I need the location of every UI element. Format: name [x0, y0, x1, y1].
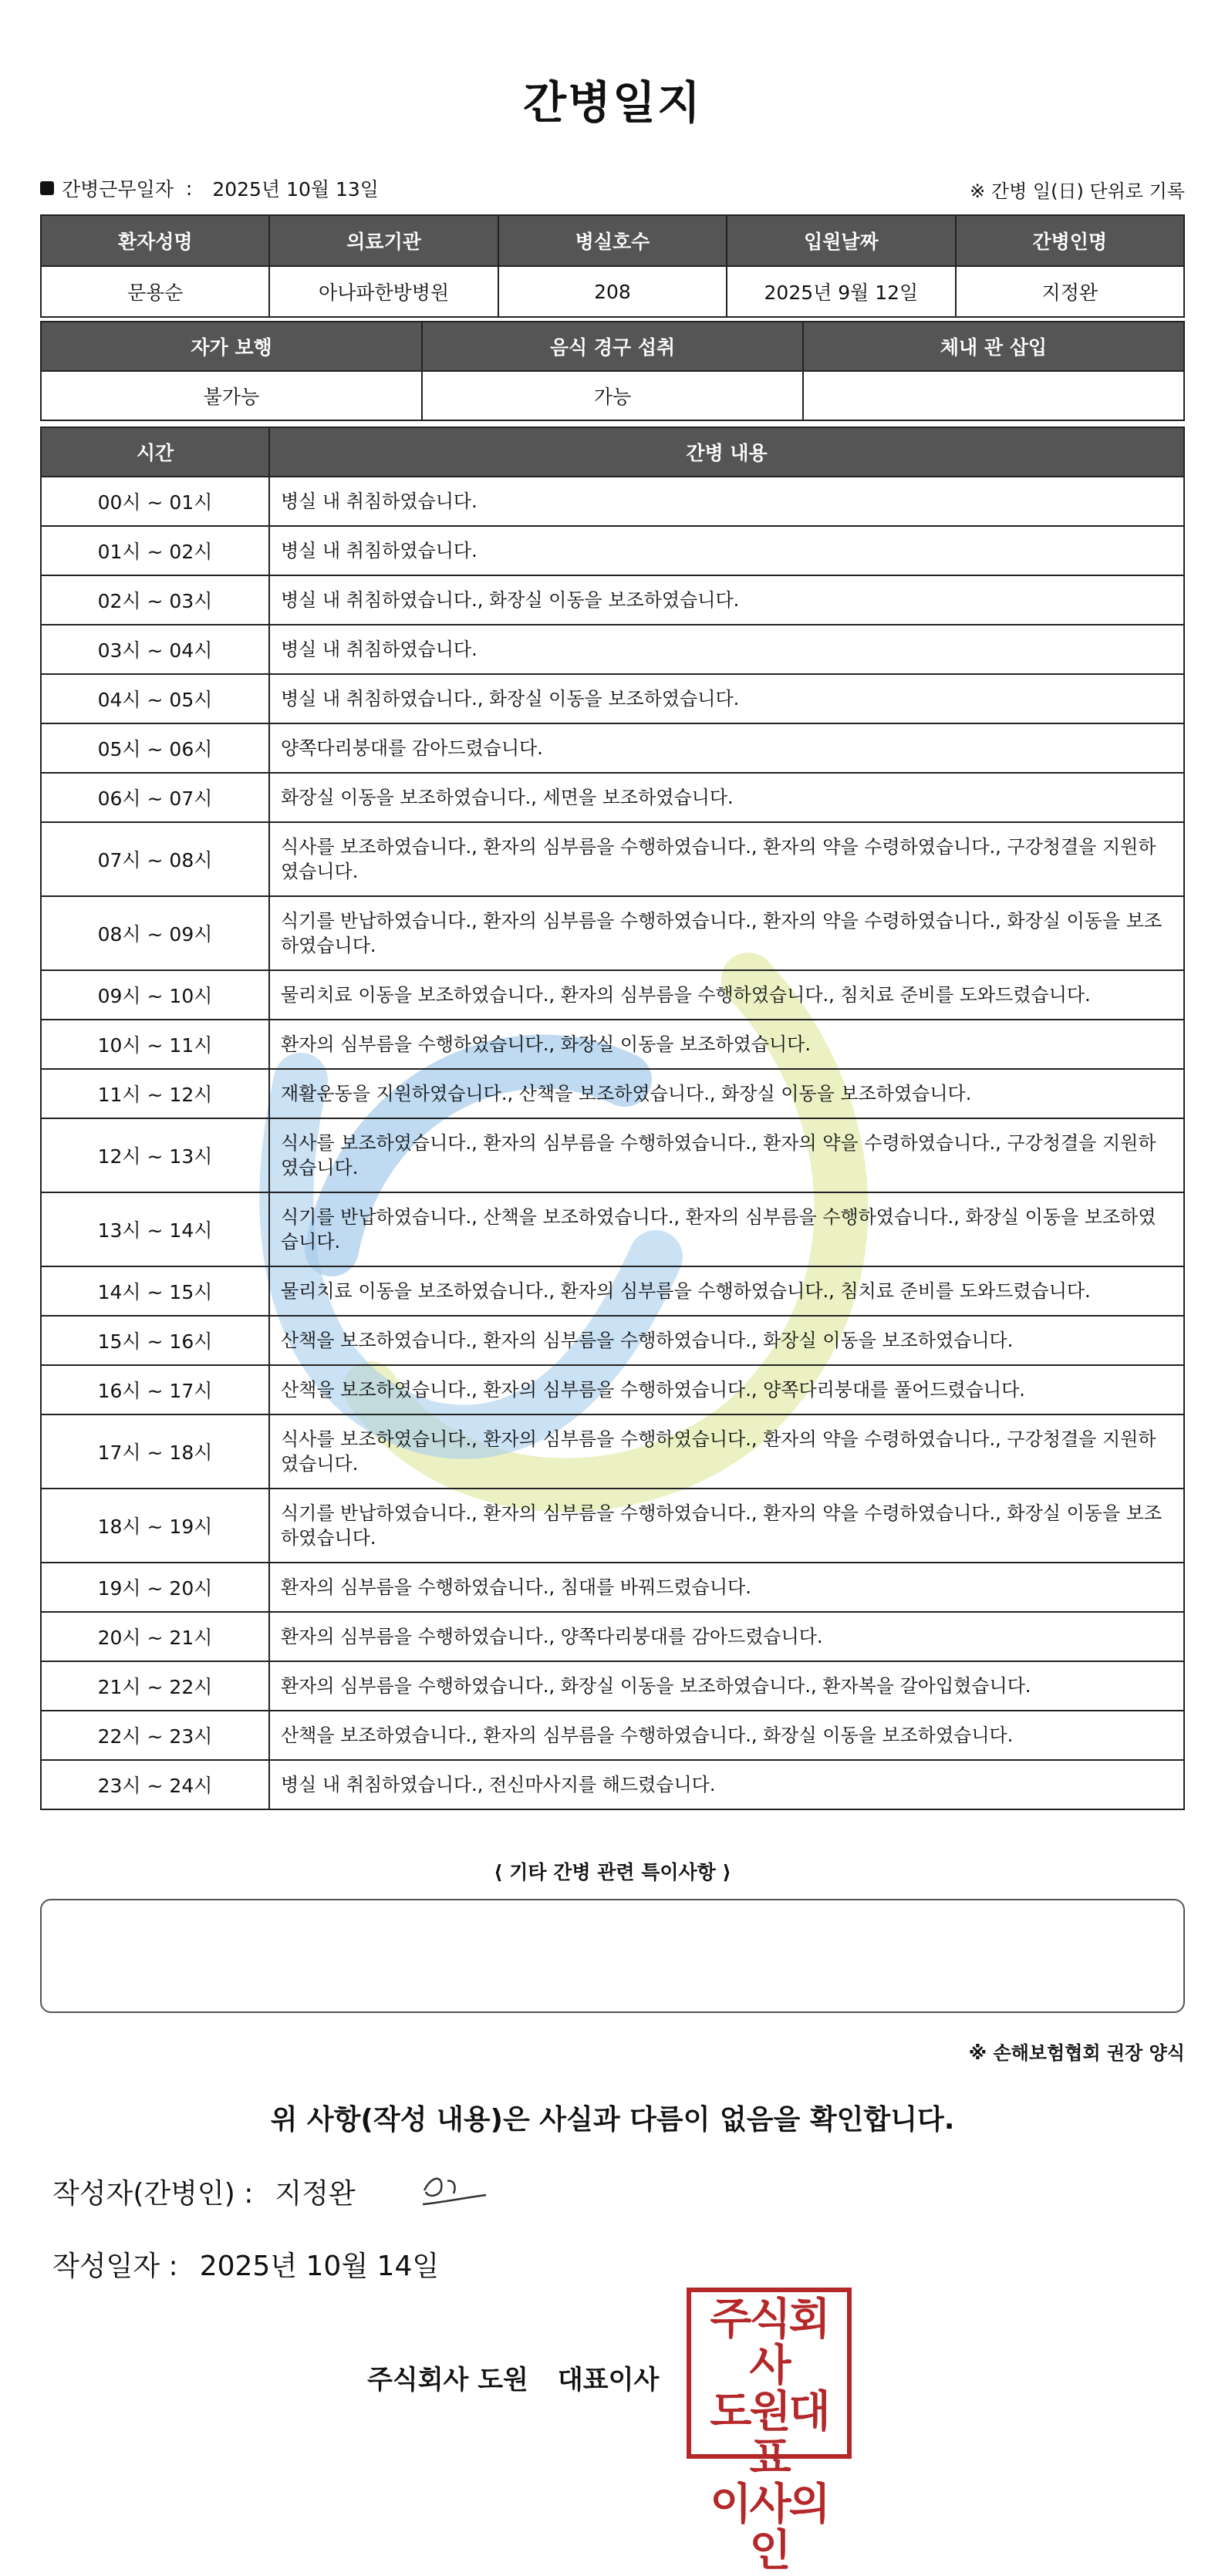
care-log-content: 화장실 이동을 보조하였습니다., 세면을 보조하였습니다. [269, 773, 1184, 822]
care-log-time: 11시 ~ 12시 [41, 1069, 269, 1118]
writer-name: 지정완 [275, 2178, 356, 2210]
care-log-time: 16시 ~ 17시 [41, 1365, 269, 1414]
writer-line [52, 2172, 356, 2211]
seal-line-3: 이사의인 [710, 2480, 828, 2576]
admission-date: 2025년 9월 12일 [727, 266, 955, 317]
care-log-row [41, 1612, 1184, 1661]
care-log-content: 식기를 반납하였습니다., 환자의 심부름을 수행하였습니다., 환자의 약을 수령하였습니다., 화장실 이동을 보조하였습니다. [269, 1489, 1184, 1563]
care-log-row [41, 1118, 1184, 1192]
care-log-header-row [41, 427, 1184, 477]
care-log-time: 12시 ~ 13시 [41, 1118, 269, 1192]
tube-value [803, 371, 1184, 420]
care-log-row [41, 1020, 1184, 1069]
status-value-row [41, 371, 1184, 420]
care-log-row [41, 896, 1184, 970]
care-log-time: 19시 ~ 20시 [41, 1563, 269, 1612]
patient-name: 문용순 [41, 266, 269, 317]
written-date-value: 2025년 10월 14일 [199, 2251, 440, 2282]
company-line [367, 2359, 659, 2396]
care-log-row [41, 1069, 1184, 1118]
care-log-row [41, 1489, 1184, 1563]
care-log-content: 병실 내 취침하였습니다. [269, 477, 1184, 526]
care-log-time: 02시 ~ 03시 [41, 575, 269, 625]
care-log-content: 식사를 보조하였습니다., 환자의 심부름을 수행하였습니다., 환자의 약을 수령하였습니다., 구강청결을 지원하였습니다. [269, 1118, 1184, 1192]
patient-status-table [40, 321, 1185, 421]
header-room: 병실호수 [498, 215, 727, 266]
care-log-time: 22시 ~ 23시 [41, 1711, 269, 1760]
care-log-time: 21시 ~ 22시 [41, 1661, 269, 1711]
work-date-value: 2025년 10월 13일 [212, 178, 379, 201]
header-time: 시간 [41, 427, 269, 477]
bullet-square-icon [40, 181, 54, 195]
written-date-label: 작성일자 : [52, 2251, 178, 2282]
care-log-row [41, 1266, 1184, 1316]
header-patient-name: 환자성명 [41, 215, 269, 266]
care-log-content: 산책을 보조하였습니다., 환자의 심부름을 수행하였습니다., 화장실 이동을 보조하였습니다. [269, 1316, 1184, 1365]
care-log-content: 양쪽다리붕대를 감아드렸습니다. [269, 723, 1184, 773]
care-log-content: 환자의 심부름을 수행하였습니다., 양쪽다리붕대를 감아드렸습니다. [269, 1612, 1184, 1661]
care-log-time: 18시 ~ 19시 [41, 1489, 269, 1563]
oral-intake-value: 가능 [422, 371, 803, 420]
status-header-row [41, 322, 1184, 371]
signature-icon [409, 2160, 501, 2221]
caregiver-name: 지정완 [956, 266, 1184, 317]
care-log-time: 06시 ~ 07시 [41, 773, 269, 822]
room-number: 208 [498, 266, 727, 317]
document-title: 간병일지 [522, 76, 703, 129]
care-log-time: 14시 ~ 15시 [41, 1266, 269, 1316]
header-hospital: 의료기관 [269, 215, 498, 266]
company-seal-stamp [687, 2288, 852, 2576]
care-log-time: 09시 ~ 10시 [41, 970, 269, 1020]
care-log-time: 00시 ~ 01시 [41, 477, 269, 526]
care-log-content: 물리치료 이동을 보조하였습니다., 환자의 심부름을 수행하였습니다., 침치료 준비를 도와드렸습니다. [269, 1266, 1184, 1316]
care-log-row [41, 674, 1184, 723]
seal-line-1: 주식회사 [710, 2294, 828, 2391]
care-log-content: 식사를 보조하였습니다., 환자의 심부름을 수행하였습니다., 환자의 약을 수령하였습니다., 구강청결을 지원하였습니다. [269, 1414, 1184, 1489]
care-log-table [40, 427, 1185, 1810]
care-log-content: 환자의 심부름을 수행하였습니다., 화장실 이동을 보조하였습니다., 환자복을 갈아입혔습니다. [269, 1661, 1184, 1711]
writer-label: 작성자(간병인) : [52, 2178, 254, 2210]
company-representative: 대표이사 [557, 2365, 660, 2396]
care-log-time: 01시 ~ 02시 [41, 526, 269, 575]
care-log-content: 식기를 반납하였습니다., 산책을 보조하였습니다., 환자의 심부름을 수행하였습니다., 화장실 이동을 보조하였습니다. [269, 1192, 1184, 1266]
hospital-name: 아나파한방병원 [269, 266, 498, 317]
care-log-time: 10시 ~ 11시 [41, 1020, 269, 1069]
care-log-row [41, 625, 1184, 674]
care-log-row [41, 1563, 1184, 1612]
care-log-content: 병실 내 취침하였습니다., 화장실 이동을 보조하였습니다. [269, 575, 1184, 625]
header-care-content: 간병 내용 [269, 427, 1184, 477]
unit-note: ※ 간병 일(日) 단위로 기록 [970, 180, 1185, 202]
care-log-row [41, 1365, 1184, 1414]
header-caregiver: 간병인명 [956, 215, 1184, 266]
care-log-time: 17시 ~ 18시 [41, 1414, 269, 1489]
care-log-time: 15시 ~ 16시 [41, 1316, 269, 1365]
care-log-content: 산책을 보조하였습니다., 환자의 심부름을 수행하였습니다., 양쪽다리붕대를 풀어드렸습니다. [269, 1365, 1184, 1414]
header-admission-date: 입원날짜 [727, 215, 955, 266]
company-name: 주식회사 도원 [367, 2365, 528, 2396]
header-walking: 자가 보행 [41, 322, 422, 371]
care-log-row [41, 575, 1184, 625]
care-log-row [41, 477, 1184, 526]
care-log-row [41, 723, 1184, 773]
care-log-row [41, 1192, 1184, 1266]
work-date-separator: : [185, 177, 193, 200]
care-log-content: 병실 내 취침하였습니다., 화장실 이동을 보조하였습니다. [269, 674, 1184, 723]
care-log-time: 04시 ~ 05시 [41, 674, 269, 723]
care-log-time: 13시 ~ 14시 [41, 1192, 269, 1266]
header-oral-intake: 음식 경구 섭취 [422, 322, 803, 371]
care-log-row [41, 822, 1184, 896]
care-log-row [41, 773, 1184, 822]
care-log-content: 병실 내 취침하였습니다., 전신마사지를 해드렸습니다. [269, 1760, 1184, 1809]
work-date-label: 간병근무일자 [62, 178, 174, 201]
care-log-time: 20시 ~ 21시 [41, 1612, 269, 1661]
care-log-row [41, 526, 1184, 575]
patient-info-table [40, 214, 1185, 318]
care-log-row [41, 1316, 1184, 1365]
seal-line-2: 도원대표 [710, 2387, 828, 2483]
care-log-content: 재활운동을 지원하였습니다., 산책을 보조하였습니다., 화장실 이동을 보조하였습니다. [269, 1069, 1184, 1118]
care-log-time: 05시 ~ 06시 [41, 723, 269, 773]
care-log-row [41, 970, 1184, 1020]
care-log-content: 환자의 심부름을 수행하였습니다., 침대를 바꿔드렸습니다. [269, 1563, 1184, 1612]
care-log-time: 03시 ~ 04시 [41, 625, 269, 674]
care-log-content: 식기를 반납하였습니다., 환자의 심부름을 수행하였습니다., 환자의 약을 수령하였습니다., 화장실 이동을 보조하였습니다. [269, 896, 1184, 970]
care-log-content: 물리치료 이동을 보조하였습니다., 환자의 심부름을 수행하였습니다., 침치료 준비를 도와드렸습니다. [269, 970, 1184, 1020]
care-log-row [41, 1760, 1184, 1809]
patient-info-header-row [41, 215, 1184, 266]
care-log-content: 병실 내 취침하였습니다. [269, 625, 1184, 674]
care-log-time: 07시 ~ 08시 [41, 822, 269, 896]
header-tube: 체내 관 삽입 [803, 322, 1184, 371]
care-log-row [41, 1661, 1184, 1711]
care-log-content: 식사를 보조하였습니다., 환자의 심부름을 수행하였습니다., 환자의 약을 수령하였습니다., 구강청결을 지원하였습니다. [269, 822, 1184, 896]
care-log-content: 환자의 심부름을 수행하였습니다., 화장실 이동을 보조하였습니다. [269, 1020, 1184, 1069]
care-log-content: 산책을 보조하였습니다., 환자의 심부름을 수행하였습니다., 화장실 이동을 보조하였습니다. [269, 1711, 1184, 1760]
care-log-time: 23시 ~ 24시 [41, 1760, 269, 1809]
special-notes-box [40, 1899, 1185, 2013]
confirmation-statement: 위 사항(작성 내용)은 사실과 다름이 없음을 확인합니다. [270, 2104, 955, 2136]
care-log-row [41, 1414, 1184, 1489]
special-notes-title: ⟨ 기타 간병 관련 특이사항 ⟩ [494, 1861, 731, 1883]
care-log-content: 병실 내 취침하였습니다. [269, 526, 1184, 575]
care-log-row [41, 1711, 1184, 1760]
walking-value: 불가능 [41, 371, 422, 420]
work-date [40, 174, 379, 202]
care-log-time: 08시 ~ 09시 [41, 896, 269, 970]
patient-info-value-row [41, 266, 1184, 317]
written-date-line [52, 2244, 439, 2284]
recommend-note: ※ 손해보험협회 권장 양식 [968, 2042, 1185, 2064]
